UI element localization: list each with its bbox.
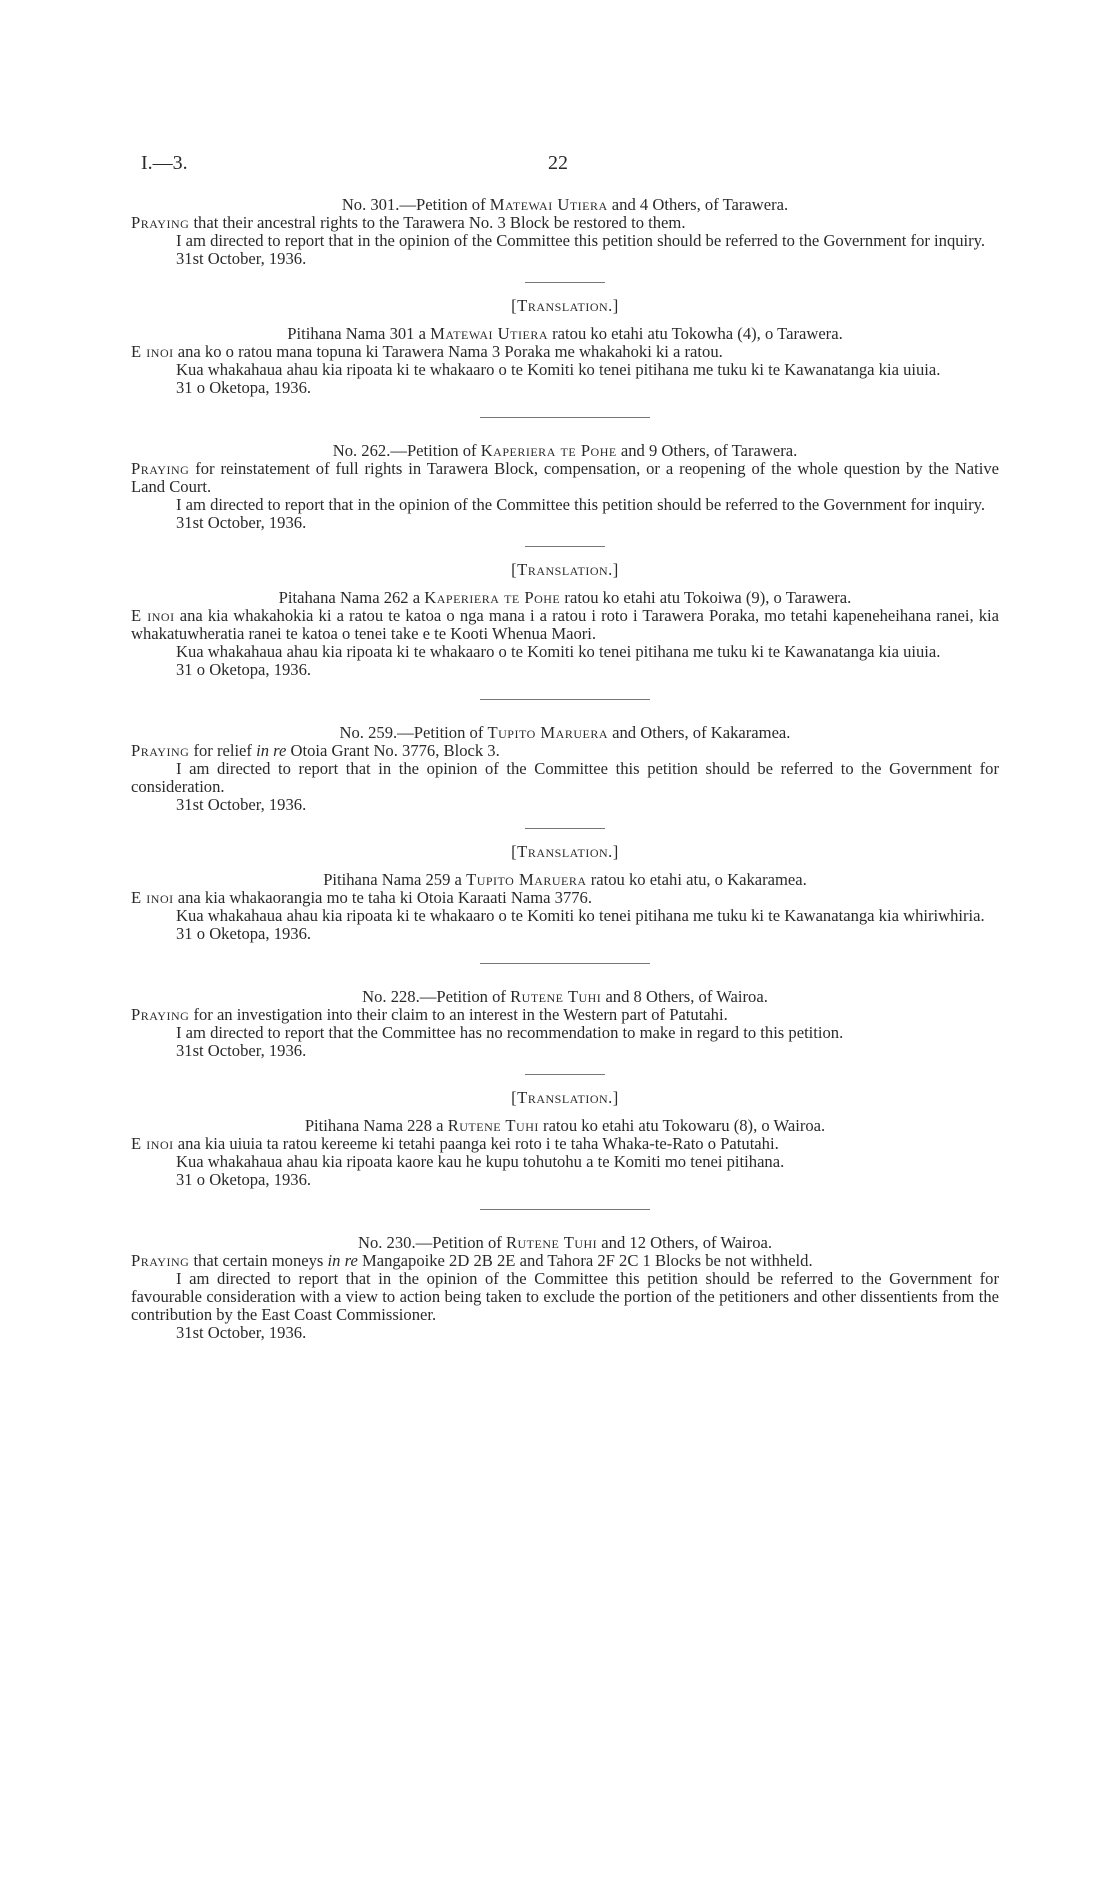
praying-label: Praying xyxy=(131,1005,190,1024)
petition-title xyxy=(131,196,999,214)
section-divider xyxy=(480,1209,650,1210)
maori-title xyxy=(131,325,999,343)
title-text: ratou ko etahi atu, o Kakaramea. xyxy=(586,870,807,889)
translation-label xyxy=(131,297,999,315)
translation-label xyxy=(131,843,999,861)
title-text: Pitihana Nama 228 a xyxy=(304,1116,448,1135)
petitioner-name: Rutene Tuhi xyxy=(447,1116,539,1135)
report-paragraph: I am directed to report that the Committee has no recommendation to make in regard to this petition. xyxy=(176,1023,844,1042)
praying-paragraph xyxy=(131,460,999,496)
maori-report-paragraph: Kua whakahaua ahau kia ripoata ki te whakaaro o te Komiti ko tenei pitihana me tuku ki te Kawanatanga kia whiriwhiria. xyxy=(176,906,985,925)
report-date: 31st October, 1936. xyxy=(176,1041,307,1060)
report-date: 31st October, 1936. xyxy=(176,513,307,532)
petitioner-name: Tupito Maruera xyxy=(466,870,587,889)
praying-paragraph xyxy=(131,1252,999,1270)
petitioner-name: Kaperiera te Pohe xyxy=(480,441,617,460)
praying-italic: in re xyxy=(327,1251,358,1270)
title-text: —Petition of xyxy=(419,987,511,1006)
section-divider xyxy=(480,699,650,700)
praying-label: Praying xyxy=(131,213,190,232)
praying-text: for an investigation into their claim to an interest in the Western part of Patutahi. xyxy=(189,1005,728,1024)
maori-lead: E inoi xyxy=(131,606,175,625)
praying-text: that certain moneys xyxy=(189,1251,328,1270)
petition-title xyxy=(131,724,999,742)
maori-lead: E inoi xyxy=(131,888,174,907)
translation-label-text: [Translation.] xyxy=(511,842,619,861)
petition-230 xyxy=(131,1234,999,1342)
maori-praying-paragraph xyxy=(131,343,999,361)
petition-number: No. 301. xyxy=(341,195,400,214)
maori-lead: E inoi xyxy=(131,1134,174,1153)
maori-report-paragraph: Kua whakahaua ahau kia ripoata ki te whakaaro o te Komiti ko tenei pitihana me tuku ki te Kawanatanga kia uiuia. xyxy=(176,360,941,379)
petition-number: No. 228. xyxy=(362,987,420,1006)
translation-label-text: [Translation.] xyxy=(511,296,619,315)
petition-301 xyxy=(131,196,999,418)
petition-number: No. 259. xyxy=(339,723,398,742)
maori-report-paragraph: Kua whakahaua ahau kia ripoata kaore kau he kupu tohutohu a te Komiti mo tenei pitihana. xyxy=(176,1152,785,1171)
section-divider xyxy=(480,417,650,418)
title-text: Pitihana Nama 259 a xyxy=(323,870,467,889)
title-text: —Petition of xyxy=(397,723,488,742)
maori-praying-paragraph xyxy=(131,1135,999,1153)
title-text: and 8 Others, of Wairoa. xyxy=(601,987,768,1006)
praying-paragraph xyxy=(131,214,999,232)
praying-label: Praying xyxy=(131,741,190,760)
petition-259 xyxy=(131,724,999,964)
maori-text: ana kia uiuia ta ratou kereeme ki tetahi paanga kei roto i te taha Whaka-te-Rato o Patutahi. xyxy=(173,1134,779,1153)
translation-label xyxy=(131,561,999,579)
praying-text: that their ancestral rights to the Tarawera No. 3 Block be restored to them. xyxy=(189,213,686,232)
divider xyxy=(525,828,605,829)
petition-number: No. 262. xyxy=(332,441,391,460)
title-text: and 12 Others, of Wairoa. xyxy=(597,1233,773,1252)
maori-date: 31 o Oketopa, 1936. xyxy=(176,660,312,679)
maori-lead: E inoi xyxy=(131,342,174,361)
petitioner-name: Rutene Tuhi xyxy=(505,1233,598,1252)
page-number: 22 xyxy=(548,152,568,174)
report-date: 31st October, 1936. xyxy=(176,249,307,268)
translation-label xyxy=(131,1089,999,1107)
title-text: Pitihana Nama 301 a xyxy=(287,324,431,343)
document-body xyxy=(131,196,999,1342)
report-paragraph: I am directed to report that in the opinion of the Committee this petition should be referred to the Government for consideration. xyxy=(131,759,999,796)
divider xyxy=(525,546,605,547)
praying-text: for relief xyxy=(189,741,257,760)
maori-text: ana kia whakahokia ki a ratou te katoa o nga mana i a ratou i roto i Tarawera Poraka, mo tetahi kapeneheihana ranei, kia whakatuwheratia ranei te katoa o tenei take e te Kooti Whenua Maori. xyxy=(131,606,1000,643)
praying-paragraph xyxy=(131,1006,999,1024)
maori-title xyxy=(131,589,999,607)
praying-label: Praying xyxy=(131,1251,190,1270)
maori-praying-paragraph xyxy=(131,889,999,907)
title-text: and 9 Others, of Tarawera. xyxy=(616,441,798,460)
title-text: —Petition of xyxy=(415,1233,506,1252)
petition-title xyxy=(131,1234,999,1252)
title-text: ratou ko etahi atu Tokowha (4), o Tarawera. xyxy=(548,324,843,343)
maori-text: ana kia whakaorangia mo te taha ki Otoia Karaati Nama 3776. xyxy=(173,888,592,907)
report-paragraph: I am directed to report that in the opinion of the Committee this petition should be referred to the Government for favourable consideration with a view to action being taken to exclude the portion of the petitioners and other dissentients from the contribution by the East Coast Commissioner. xyxy=(131,1269,999,1324)
title-text: —Petition of xyxy=(390,441,481,460)
title-text: —Petition of xyxy=(399,195,490,214)
maori-title xyxy=(131,1117,999,1135)
divider xyxy=(525,1074,605,1075)
title-text: Pitahana Nama 262 a xyxy=(278,588,425,607)
petition-262 xyxy=(131,442,999,700)
report-paragraph: I am directed to report that in the opinion of the Committee this petition should be referred to the Government for inquiry. xyxy=(176,495,986,514)
maori-praying-paragraph xyxy=(131,607,999,643)
praying-italic: in re xyxy=(256,741,287,760)
maori-title xyxy=(131,871,999,889)
maori-report-paragraph: Kua whakahaua ahau kia ripoata ki te whakaaro o te Komiti ko tenei pitihana me tuku ki te Kawanatanga kia uiuia. xyxy=(176,642,941,661)
report-date: 31st October, 1936. xyxy=(176,1323,307,1342)
maori-text: ana ko o ratou mana topuna ki Tarawera Nama 3 Poraka me whakahoki ki a ratou. xyxy=(173,342,723,361)
document-reference: I.—3. xyxy=(141,152,188,174)
maori-date: 31 o Oketopa, 1936. xyxy=(176,924,312,943)
title-text: and Others, of Kakaramea. xyxy=(608,723,791,742)
petition-228 xyxy=(131,988,999,1210)
maori-date: 31 o Oketopa, 1936. xyxy=(176,378,312,397)
petition-title xyxy=(131,442,999,460)
report-date: 31st October, 1936. xyxy=(176,795,307,814)
praying-text: Otoia Grant No. 3776, Block 3. xyxy=(286,741,500,760)
petitioner-name: Tupito Maruera xyxy=(487,723,608,742)
praying-text: Mangapoike 2D 2B 2E and Tahora 2F 2C 1 Blocks be not withheld. xyxy=(357,1251,813,1270)
report-paragraph: I am directed to report that in the opinion of the Committee this petition should be referred to the Government for inquiry. xyxy=(176,231,986,250)
petition-number: No. 230. xyxy=(357,1233,416,1252)
title-text: ratou ko etahi atu Tokoiwa (9), o Tarawera. xyxy=(560,588,852,607)
title-text: ratou ko etahi atu Tokowaru (8), o Wairoa. xyxy=(538,1116,826,1135)
section-divider xyxy=(480,963,650,964)
title-text: and 4 Others, of Tarawera. xyxy=(607,195,789,214)
petition-title xyxy=(131,988,999,1006)
petitioner-name: Rutene Tuhi xyxy=(510,987,602,1006)
maori-date: 31 o Oketopa, 1936. xyxy=(176,1170,312,1189)
translation-label-text: [Translation.] xyxy=(511,1088,619,1107)
petitioner-name: Matewai Utiera xyxy=(430,324,548,343)
divider xyxy=(525,282,605,283)
petitioner-name: Kaperiera te Pohe xyxy=(424,588,561,607)
petitioner-name: Matewai Utiera xyxy=(489,195,608,214)
translation-label-text: [Translation.] xyxy=(511,560,619,579)
praying-paragraph xyxy=(131,742,999,760)
praying-text: for reinstatement of full rights in Tarawera Block, compensation, or a reopening of the whole question by the Native Land Court. xyxy=(131,459,999,496)
praying-label: Praying xyxy=(131,459,190,478)
